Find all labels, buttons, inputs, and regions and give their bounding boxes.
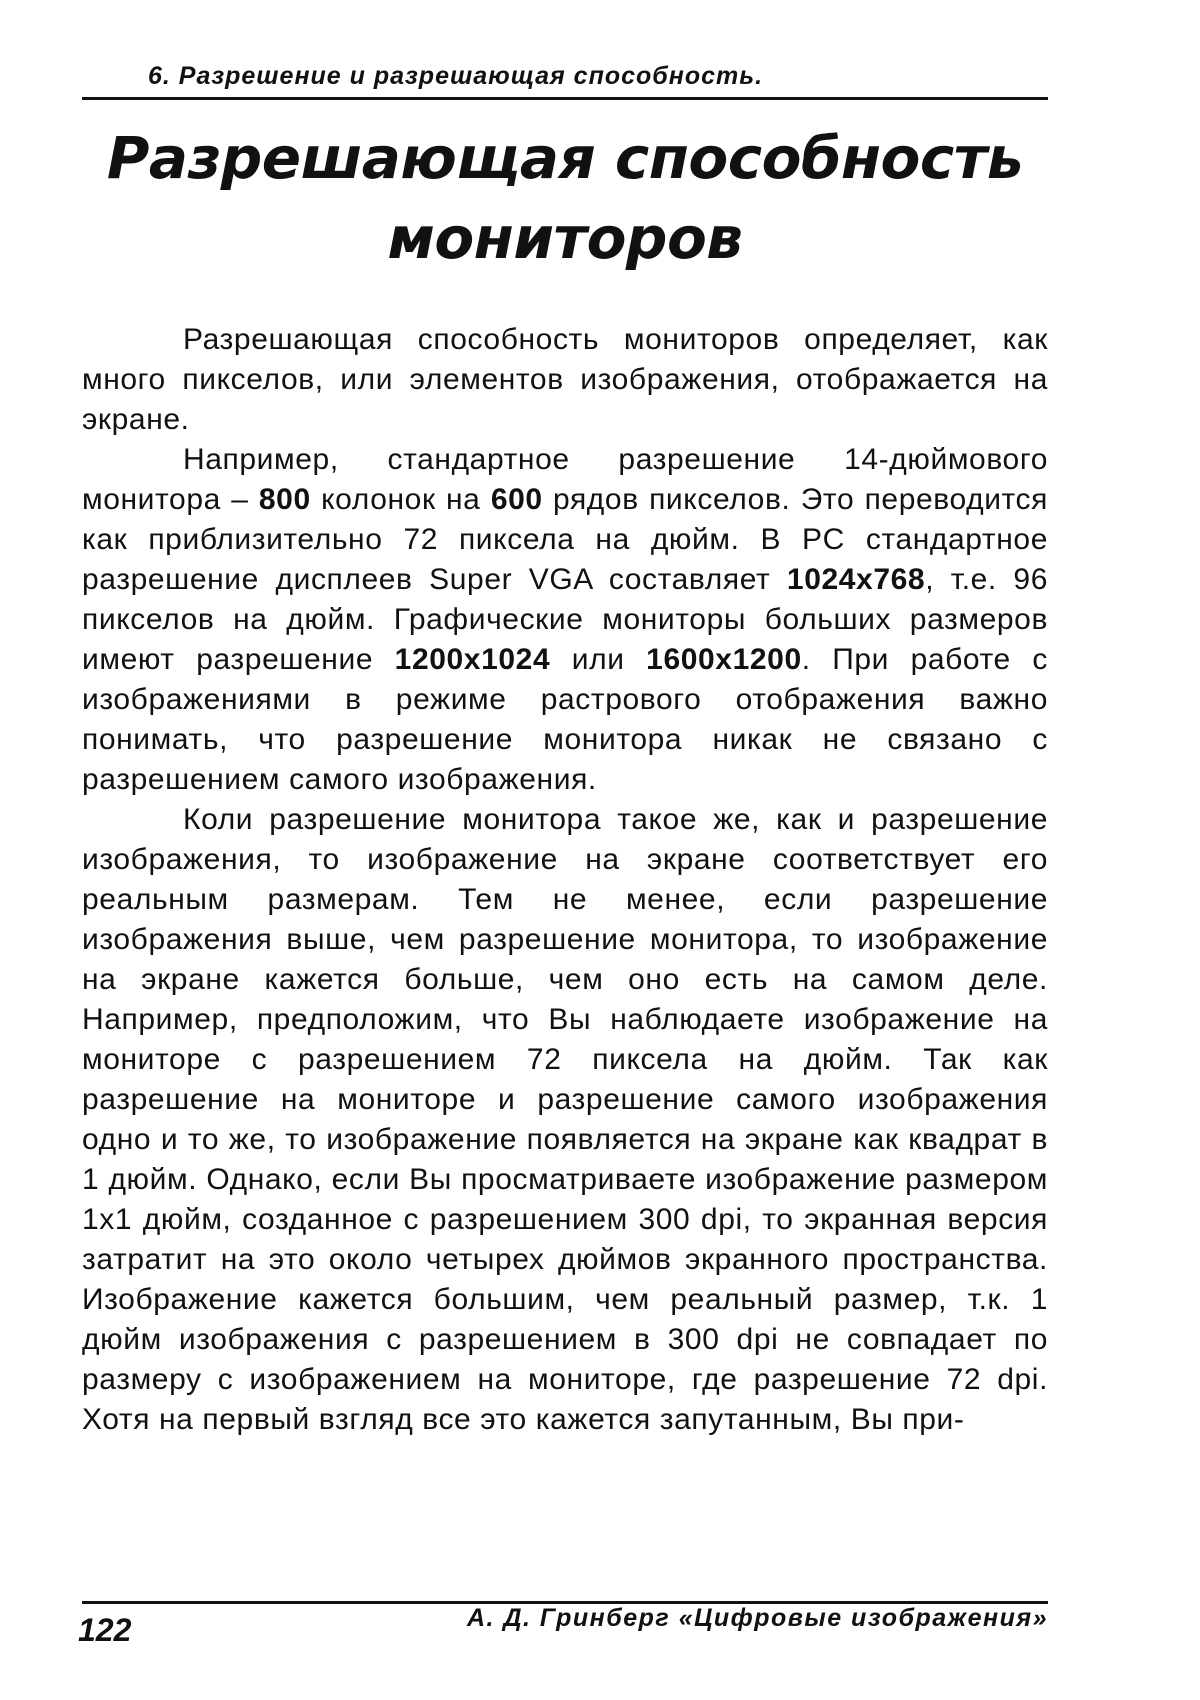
paragraph-2-text-5: или xyxy=(550,643,647,676)
running-head: 6. Разрешение и разрешающая способность. xyxy=(148,62,764,90)
page-number: 122 xyxy=(78,1612,132,1648)
paragraph-2-bold-1024x768: 1024x768 xyxy=(786,563,926,596)
paragraph-2-text-6: . При работе с изображениями в режиме растрового отображения важно понимать, что разрешение монитора никак не связано с разрешением самого изображения. xyxy=(82,643,1048,796)
paragraph-2-text-4: , т.е. 96 пикселов на дюйм. Графические мониторы больших размеров имеют разрешение xyxy=(82,563,1048,676)
paragraph-2-bold-1200x1024: 1200x1024 xyxy=(394,643,551,676)
paragraph-2 xyxy=(82,440,1048,800)
paragraph-2-text-2: колонок на xyxy=(310,483,491,516)
footer-credit: А. Д. Гринберг «Цифровые изображения» xyxy=(467,1604,1048,1632)
paragraph-2-bold-600: 600 xyxy=(490,483,543,516)
page-title-line-2: мониторов xyxy=(387,204,743,272)
header-rule xyxy=(82,97,1048,100)
paragraph-3: Коли разрешение монитора такое же, как и разрешение изображения, то изображение на экране соответствует его реальным размерам. Тем не менее, если разрешение изображения выше, чем разрешение монитора, то изображение на экране кажется больше, чем оно есть на самом деле. Например, предположим, что Вы наблюдаете изображение на мониторе с разрешением 72 пиксела на дюйм. Так как разрешение на мониторе и разрешение самого изображения одно и то же, то изображение появляется на экране как квадрат в 1 дюйм. Однако, если Вы просматриваете изображение размером 1x1 дюйм, созданное с разрешением 300 dpi, то экранная версия затратит на это около четырех дюймов экранного пространства. Изображение кажется большим, чем реальный размер, т.к. 1 дюйм изображения с разрешением в 300 dpi не совпадает по размеру с изображением на мониторе, где разрешение 72 dpi. Хотя на первый взгляд все это кажется запутанным, Вы при- xyxy=(82,803,1048,1436)
page-title xyxy=(82,118,1048,278)
paragraph-2-text-3: рядов пикселов. Это переводится как приблизительно 72 пиксела на дюйм. В PC стандартное разрешение дисплеев Super VGA составляет xyxy=(82,483,1049,596)
paragraph-2-text-1: Например, стандартное разрешение 14-дюймового монитора – xyxy=(82,443,1048,516)
paragraph-2-bold-1600x1200: 1600x1200 xyxy=(646,643,802,676)
paragraph-2-bold-800: 800 xyxy=(258,483,311,516)
body-text xyxy=(82,320,1048,1440)
page-title-line-1: Разрешающая способность xyxy=(106,124,1024,192)
paragraph-1: Разрешающая способность мониторов определяет, как много пикселов, или элементов изображения, отображается на экране. xyxy=(82,323,1048,436)
